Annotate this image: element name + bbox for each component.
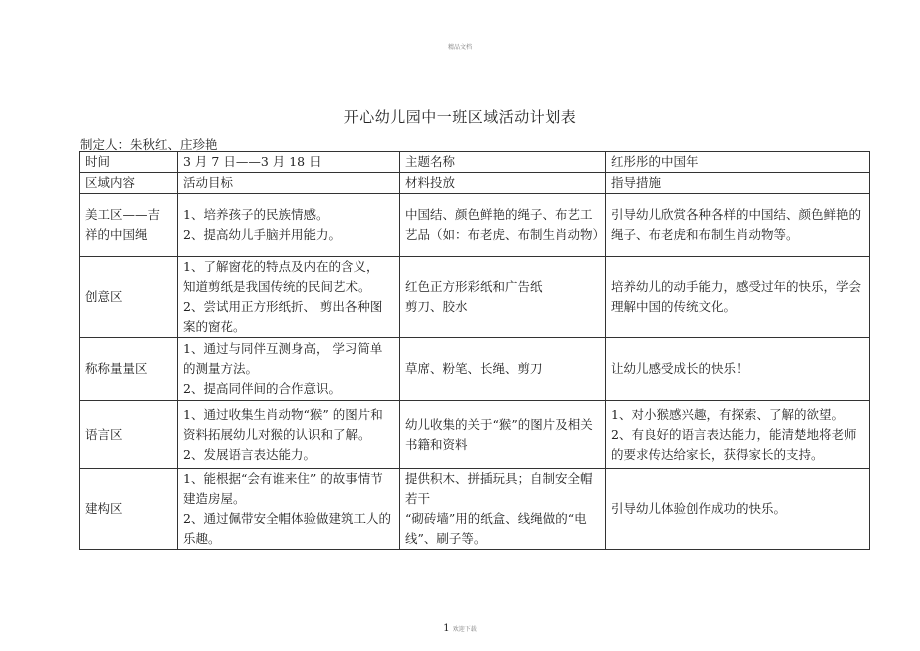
table-row: [80, 469, 870, 550]
makers-line: 制定人：朱秋红、庄珍艳: [80, 137, 218, 152]
goal-line: 2、尝试用正方形纸折、 剪出各种图案的窗花。: [183, 299, 383, 334]
materials-cell: [400, 338, 606, 401]
material-line: 幼儿收集的关于“猴”的图片及相关书籍和资料: [405, 416, 593, 452]
header-watermark: 精品文档: [447, 44, 472, 51]
goal-line: 1、通过收集生肖动物“猴” 的图片和资料拓展幼儿对猴的认识和了解。: [183, 406, 383, 442]
goals-cell: [178, 401, 400, 469]
table-row: [80, 257, 870, 338]
column-header-area: 区域内容: [80, 173, 178, 194]
table-row: [80, 401, 870, 469]
goals-cell: [178, 469, 400, 550]
goal-line: 1、培养孩子的民族情感。: [183, 207, 329, 222]
goal-line: 2、发展语言表达能力。: [183, 446, 316, 462]
goal-line: 2、提高幼儿手脑并用能力。: [183, 227, 341, 242]
goal-line: 2、提高同伴间的合作意识。: [183, 381, 341, 396]
theme-value: 红彤彤的中国年: [606, 152, 870, 173]
measures-cell: [606, 194, 870, 257]
column-header-measures: 指导措施: [606, 173, 870, 194]
goal-line: 2、通过佩带安全帽体验做建筑工人的乐趣。: [183, 511, 391, 546]
goal-line: 1、通过与同伴互测身高， 学习简单的测量方法。: [183, 341, 383, 376]
page-title: 开心幼儿园中一班区域活动计划表: [343, 108, 577, 126]
material-line: “砌砖墙”用的纸盒、线绳做的“电线”、刷子等。: [405, 511, 587, 546]
time-label: 时间: [80, 152, 178, 173]
column-header-goals: 活动目标: [178, 173, 400, 194]
goals-cell: [178, 338, 400, 401]
materials-cell: [400, 194, 606, 257]
column-header-row: [80, 173, 870, 194]
material-line: 提供积木、拼插玩具；自制安全帽若干: [405, 471, 593, 506]
area-cell: 建构区: [80, 469, 178, 550]
measure-line: 培养幼儿的动手能力，感受过年的快乐，学会理解中国的传统文化。: [611, 279, 862, 314]
materials-cell: [400, 469, 606, 550]
page-number: 1: [443, 623, 450, 634]
measure-line: 引导幼儿欣赏各种各样的中国结、颜色鲜艳的绳子、布老虎和布制生肖动物等。: [611, 207, 862, 242]
goals-cell: [178, 194, 400, 257]
footer-note: 欢迎下载: [452, 626, 477, 633]
goal-line: 1、了解窗花的特点及内在的含义， 知道剪纸是我国传统的民间艺术。: [183, 259, 379, 294]
material-line: 剪刀、胶水: [405, 299, 468, 314]
area-cell: 语言区: [80, 401, 178, 469]
time-value: 3 月 7 日——3 月 18 日: [178, 152, 400, 173]
area-cell: 美工区——吉祥的中国绳: [80, 194, 178, 257]
area-cell: 称称量量区: [80, 338, 178, 401]
measures-cell: [606, 469, 870, 550]
material-line: 红色正方形彩纸和广告纸: [405, 279, 543, 294]
measures-cell: [606, 401, 870, 469]
info-row: [80, 152, 870, 173]
measure-line: 引导幼儿体验创作成功的快乐。: [611, 501, 787, 516]
measures-cell: [606, 338, 870, 401]
page-footer: [0, 623, 920, 634]
materials-cell: [400, 401, 606, 469]
measure-line: 让幼儿感受成长的快乐！: [611, 361, 749, 376]
material-line: 草席、粉笔、长绳、剪刀: [405, 361, 543, 376]
column-header-materials: 材料投放: [400, 173, 606, 194]
goal-line: 1、能根据“会有谁来住” 的故事情节建造房屋。: [183, 471, 383, 506]
area-cell: 创意区: [80, 257, 178, 338]
table-row: [80, 338, 870, 401]
materials-cell: [400, 257, 606, 338]
table-row: [80, 194, 870, 257]
material-line: 中国结、颜色鲜艳的绳子、布艺工艺品（如：布老虎、布制生肖动物）: [405, 207, 606, 242]
theme-label: 主题名称: [400, 152, 606, 173]
goals-cell: [178, 257, 400, 338]
activity-plan-table: [79, 151, 870, 550]
measures-cell: [606, 257, 870, 338]
measure-line: 1、对小猴感兴趣，有探索、了解的欲望。 2、有良好的语言表达能力，能清楚地将老师的要求传达给家长，获得家长的支持。: [611, 406, 857, 462]
